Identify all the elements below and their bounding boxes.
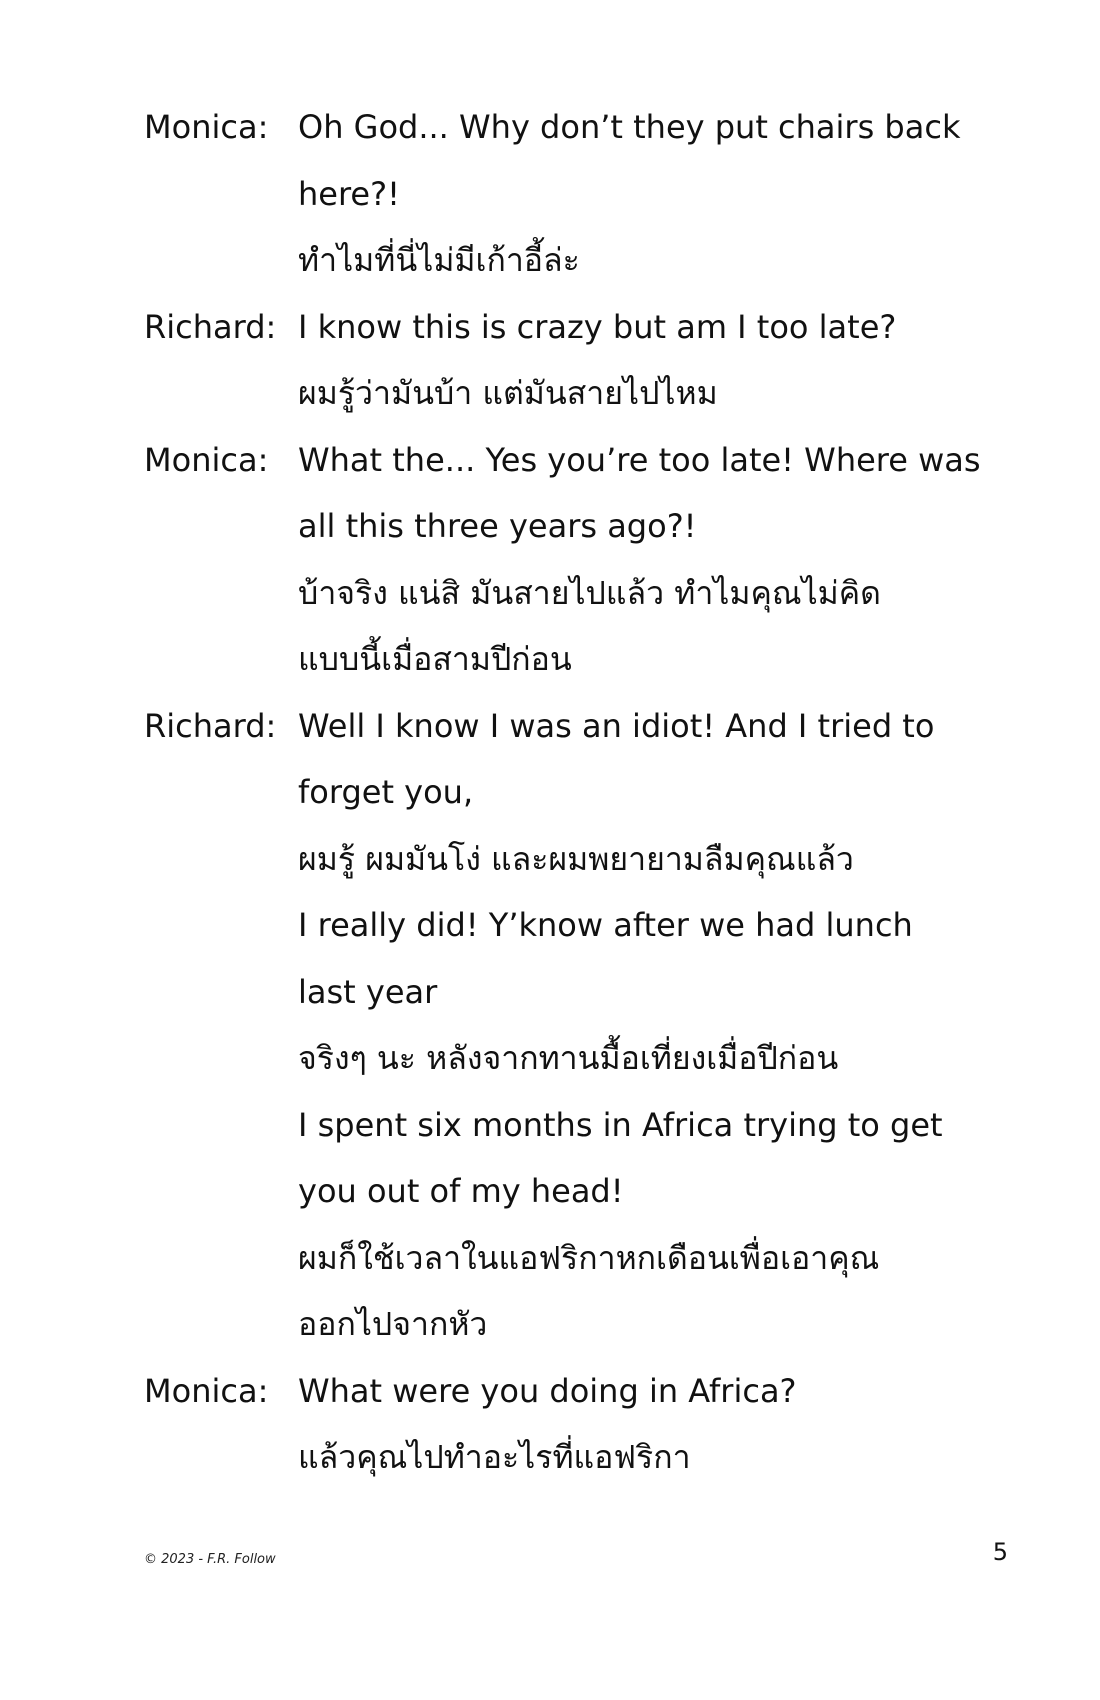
dialogue-entry	[144, 94, 1024, 294]
dialogue-line: แบบนี้เมื่อสามปีก่อน	[298, 640, 572, 678]
dialogue-line: last year	[298, 972, 438, 1011]
dialogue-line: ผมก็ใช้เวลาในแอฟริกาหกเดือนเพื่อเอาคุณ	[298, 1238, 880, 1277]
speaker-name: Monica:	[144, 1371, 269, 1410]
dialogue-entry	[144, 427, 1024, 693]
speaker-name: Richard:	[144, 706, 277, 745]
dialogue-line: forget you,	[298, 773, 474, 811]
dialogue-body	[144, 94, 1024, 1491]
dialogue-line: I spent six months in Africa trying to get	[298, 1105, 943, 1144]
dialogue-line: บ้าจริง แน่สิ มันสายไปแล้ว ทำไมคุณไม่คิด	[298, 573, 881, 612]
speaker-name: Monica:	[144, 440, 269, 479]
speaker-name: Richard:	[144, 307, 277, 346]
page-number: 5	[992, 1538, 1008, 1566]
dialogue-line: แล้วคุณไปทำอะไรที่แอฟริกา	[298, 1438, 691, 1476]
dialogue-line: you out of my head!	[298, 1172, 624, 1210]
speaker-name: Monica:	[144, 108, 269, 146]
dialogue-line: ผมรู้ ผมมันโง่ และผมพยายามลืมคุณแล้ว	[298, 839, 854, 878]
dialogue-line: Oh God... Why don’t they put chairs back	[298, 108, 961, 146]
dialogue-line: What the... Yes you’re too late! Where was	[298, 440, 981, 479]
copyright-notice: © 2023 - F.R. Follow	[144, 1552, 276, 1567]
dialogue-entry	[144, 294, 1024, 427]
dialogue-line: What were you doing in Africa?	[298, 1371, 797, 1410]
dialogue-line: here?!	[298, 174, 400, 213]
dialogue-line: จริงๆ นะ หลังจากทานมื้อเที่ยงเมื่อปีก่อน	[298, 1039, 839, 1077]
dialogue-line: ทำไมที่นี่ไม่มีเก้าอี้ล่ะ	[298, 241, 580, 279]
dialogue-line: Well I know I was an idiot! And I tried to	[298, 706, 935, 745]
dialogue-line: ผมรู้ว่ามันบ้า แต่มันสายไปไหม	[298, 374, 718, 412]
dialogue-line: all this three years ago?!	[298, 507, 697, 545]
dialogue-line: I know this is crazy but am I too late?	[298, 307, 897, 346]
dialogue-line: I really did! Y’know after we had lunch	[298, 906, 913, 944]
dialogue-entry	[144, 693, 1024, 1358]
dialogue-line: ออกไปจากหัว	[298, 1305, 488, 1343]
dialogue-entry	[144, 1358, 1024, 1491]
